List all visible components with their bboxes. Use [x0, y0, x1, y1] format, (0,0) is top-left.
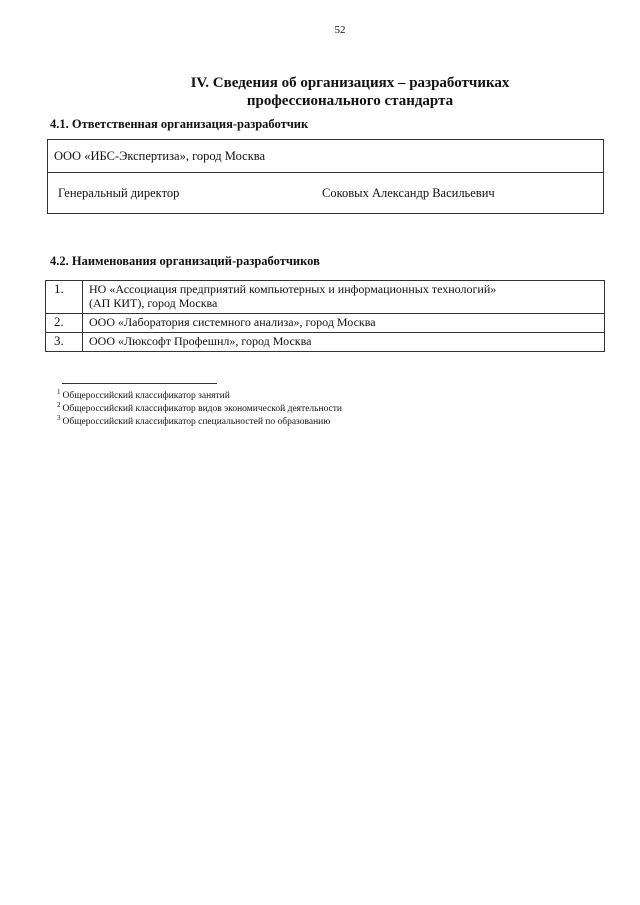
developer-orgs-table: [45, 280, 605, 352]
responsible-org-position: Генеральный директор: [58, 186, 180, 200]
row-org-name: ООО «Люксофт Профешнл», город Москва: [83, 333, 605, 352]
responsible-org-heading: 4.1. Ответственная организация-разработчик: [50, 117, 309, 131]
row-number: 2.: [46, 314, 83, 333]
row-org-name: ООО «Лаборатория системного анализа», город Москва: [83, 314, 605, 333]
footnote-mark: 1: [57, 388, 61, 396]
footnote-item: [57, 390, 342, 403]
footnote-item: [57, 416, 342, 429]
responsible-org-name: ООО «ИБС-Экспертиза», город Москва: [54, 149, 266, 163]
page-number: 52: [334, 24, 346, 36]
row-org-name: [83, 281, 605, 314]
row-org-name-line2: (АП КИТ), город Москва: [89, 296, 218, 310]
responsible-org-box: [47, 139, 604, 214]
table-row: [46, 281, 605, 314]
section-title: [0, 74, 640, 110]
footnote-text: Общероссийский классификатор специальностей по образованию: [62, 417, 331, 427]
row-org-name-line1: НО «Ассоциация предприятий компьютерных и информационных технологий»: [89, 282, 497, 296]
table-row: [46, 314, 605, 333]
responsible-org-person: Соковых Александр Васильевич: [322, 186, 495, 200]
footnote-mark: 3: [57, 414, 61, 422]
footnote-text: Общероссийский классификатор видов экономической деятельности: [62, 404, 343, 414]
footnote-text: Общероссийский классификатор занятий: [62, 391, 230, 401]
footnotes: [57, 390, 342, 429]
table-row: [46, 333, 605, 352]
footnote-mark: 2: [57, 401, 61, 409]
row-number: 3.: [46, 333, 83, 352]
footnote-separator: [62, 383, 217, 384]
developer-orgs-heading: 4.2. Наименования организаций-разработчиков: [50, 254, 320, 268]
row-number: 1.: [46, 281, 83, 314]
section-title-line2: профессионального стандарта: [246, 93, 454, 109]
section-title-line1: IV. Сведения об организациях – разработчиках: [190, 75, 510, 91]
responsible-org-divider: [48, 172, 603, 173]
footnote-item: [57, 403, 342, 416]
